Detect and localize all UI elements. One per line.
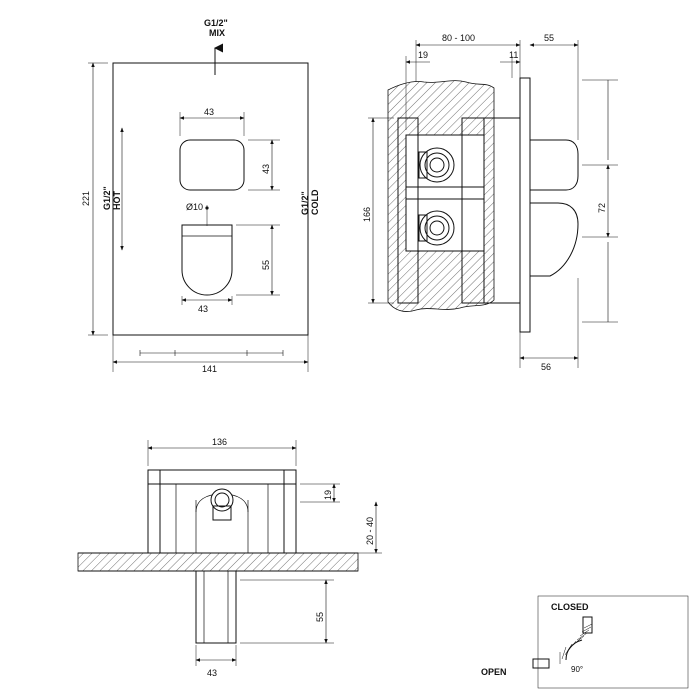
upper-handle-profile [530,140,578,190]
cold-port-label-group [300,189,320,215]
top-spindle-outer [211,489,233,511]
dim-t2040-text: 20 - 40 [365,516,375,545]
dim-136-text: 136 [212,437,228,447]
cold-port-label-line1: G1/2" [300,191,310,215]
legend-angle-label: 90° [571,665,584,674]
dim-t55-text: 55 [315,611,325,622]
dim-43-top-text: 43 [204,107,215,117]
legend-open-label: OPEN [481,667,507,677]
spindle-center [205,206,208,209]
dim-dia10-text: Ø10 [186,202,204,212]
dim-221-text: 221 [81,190,91,206]
mix-port-label-line2: MIX [209,28,226,38]
dim-72-text: 72 [597,202,607,213]
dim-t19-text: 19 [323,489,333,500]
dim-43-vert-text: 43 [261,163,271,174]
dim-55-text: 55 [544,33,555,43]
hot-port-label-group [102,186,122,210]
side-section-view [362,33,618,372]
dim-80100-text: 80 - 100 [442,33,476,43]
top-section-view [78,437,382,678]
legend-open-marker [533,659,549,668]
upper-control-shape [180,140,244,190]
hot-port-label-line2: HOT [112,191,122,210]
top-body-flange-right [284,470,296,484]
lower-control-shape [182,225,232,295]
cold-port-label-line2: COLD [310,189,320,215]
dim-t43-text: 43 [207,668,218,678]
dim-141-text: 141 [202,364,218,374]
dim-166-text: 166 [362,206,372,222]
dim-11-text: 11 [509,50,519,60]
legend-arc-curve [566,640,582,660]
front-view [81,18,320,374]
mix-port-label-line1: G1/2" [204,18,228,28]
legend-closed-label: CLOSED [551,602,589,612]
hot-port-label-line1: G1/2" [102,186,112,210]
dim-43-bottom-text: 43 [198,304,209,314]
dim-19-text: 19 [418,50,429,60]
lower-handle-profile [530,203,578,276]
top-stem [196,571,236,643]
top-body-flange-left [148,470,160,484]
front-plate-outline [113,63,308,335]
wall-band-hatch [78,553,358,571]
finish-plate [520,78,530,332]
dim-55-vert-text: 55 [261,259,271,270]
open-closed-legend [481,596,688,688]
dim-56-text: 56 [541,362,552,372]
